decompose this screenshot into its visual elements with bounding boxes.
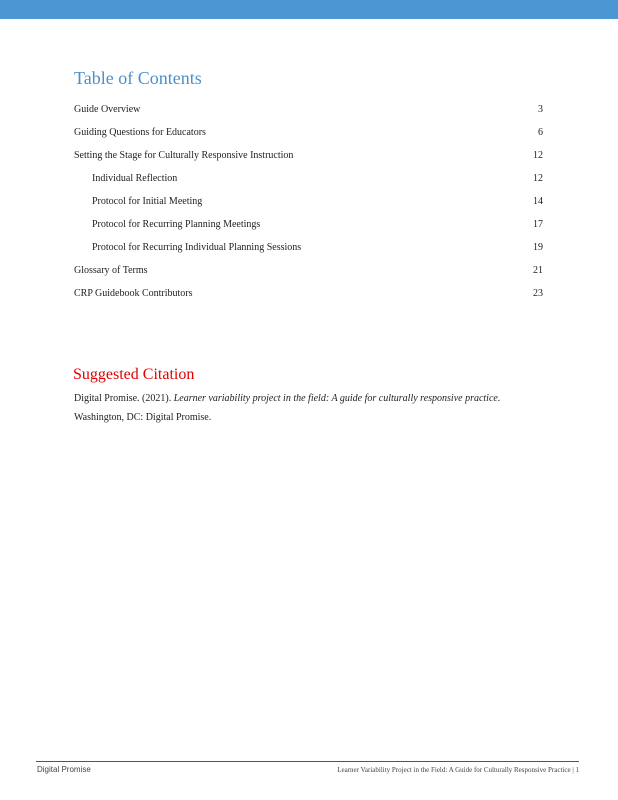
toc-entry-page: 23 — [533, 288, 543, 299]
citation-title: Suggested Citation — [73, 366, 195, 383]
toc-title: Table of Contents — [74, 68, 202, 88]
toc-entry-label: Protocol for Recurring Individual Planning Sessions — [92, 242, 302, 253]
footer-brand-logo: Digital Promise — [37, 765, 91, 774]
toc-entry-page: 14 — [533, 196, 543, 207]
citation-text — [74, 389, 544, 427]
footer-separator: | — [572, 766, 574, 774]
toc-entry-protocol-recurring-individual-sessions[interactable] — [74, 236, 543, 259]
footer-doc-title: Learner Variability Project in the Field: A Guide for Culturally Responsive Practice — [337, 766, 571, 774]
table-of-contents — [74, 98, 543, 305]
toc-entry-contributors[interactable] — [74, 282, 543, 305]
toc-entry-label: Protocol for Initial Meeting — [92, 196, 203, 207]
toc-entry-page: 17 — [533, 219, 543, 230]
toc-entry-glossary[interactable] — [74, 259, 543, 282]
toc-entry-page: 12 — [533, 150, 543, 161]
toc-entry-page: 6 — [538, 127, 543, 138]
citation-publisher: Washington, DC: Digital Promise. — [74, 412, 212, 423]
toc-entry-protocol-recurring-planning-meetings[interactable] — [74, 213, 543, 236]
citation-work-title: Learner variability project in the field: A guide for culturally responsive practice. — [173, 393, 501, 404]
citation-author-year: Digital Promise. (2021). — [74, 393, 172, 404]
toc-entry-label: Guide Overview — [74, 104, 141, 115]
toc-entry-protocol-initial-meeting[interactable] — [74, 190, 543, 213]
footer-page-number: 1 — [575, 766, 579, 774]
toc-entry-label: CRP Guidebook Contributors — [74, 288, 193, 299]
toc-entry-page: 19 — [533, 242, 543, 253]
toc-entry-label: Guiding Questions for Educators — [74, 127, 206, 138]
footer-document-info — [337, 766, 579, 774]
toc-entry-guiding-questions[interactable] — [74, 121, 543, 144]
toc-entry-setting-the-stage[interactable] — [74, 144, 543, 167]
toc-entry-label: Setting the Stage for Culturally Responsive Instruction — [74, 150, 294, 161]
toc-entry-guide-overview[interactable] — [74, 98, 543, 121]
toc-entry-page: 3 — [538, 104, 543, 115]
toc-entry-page: 21 — [533, 265, 543, 276]
toc-entry-individual-reflection[interactable] — [74, 167, 543, 190]
toc-entry-label: Protocol for Recurring Planning Meetings — [92, 219, 261, 230]
toc-entry-label: Glossary of Terms — [74, 265, 148, 276]
top-banner-bar — [0, 0, 618, 19]
toc-entry-label: Individual Reflection — [92, 173, 178, 184]
footer-divider — [36, 761, 579, 762]
toc-entry-page: 12 — [533, 173, 543, 184]
